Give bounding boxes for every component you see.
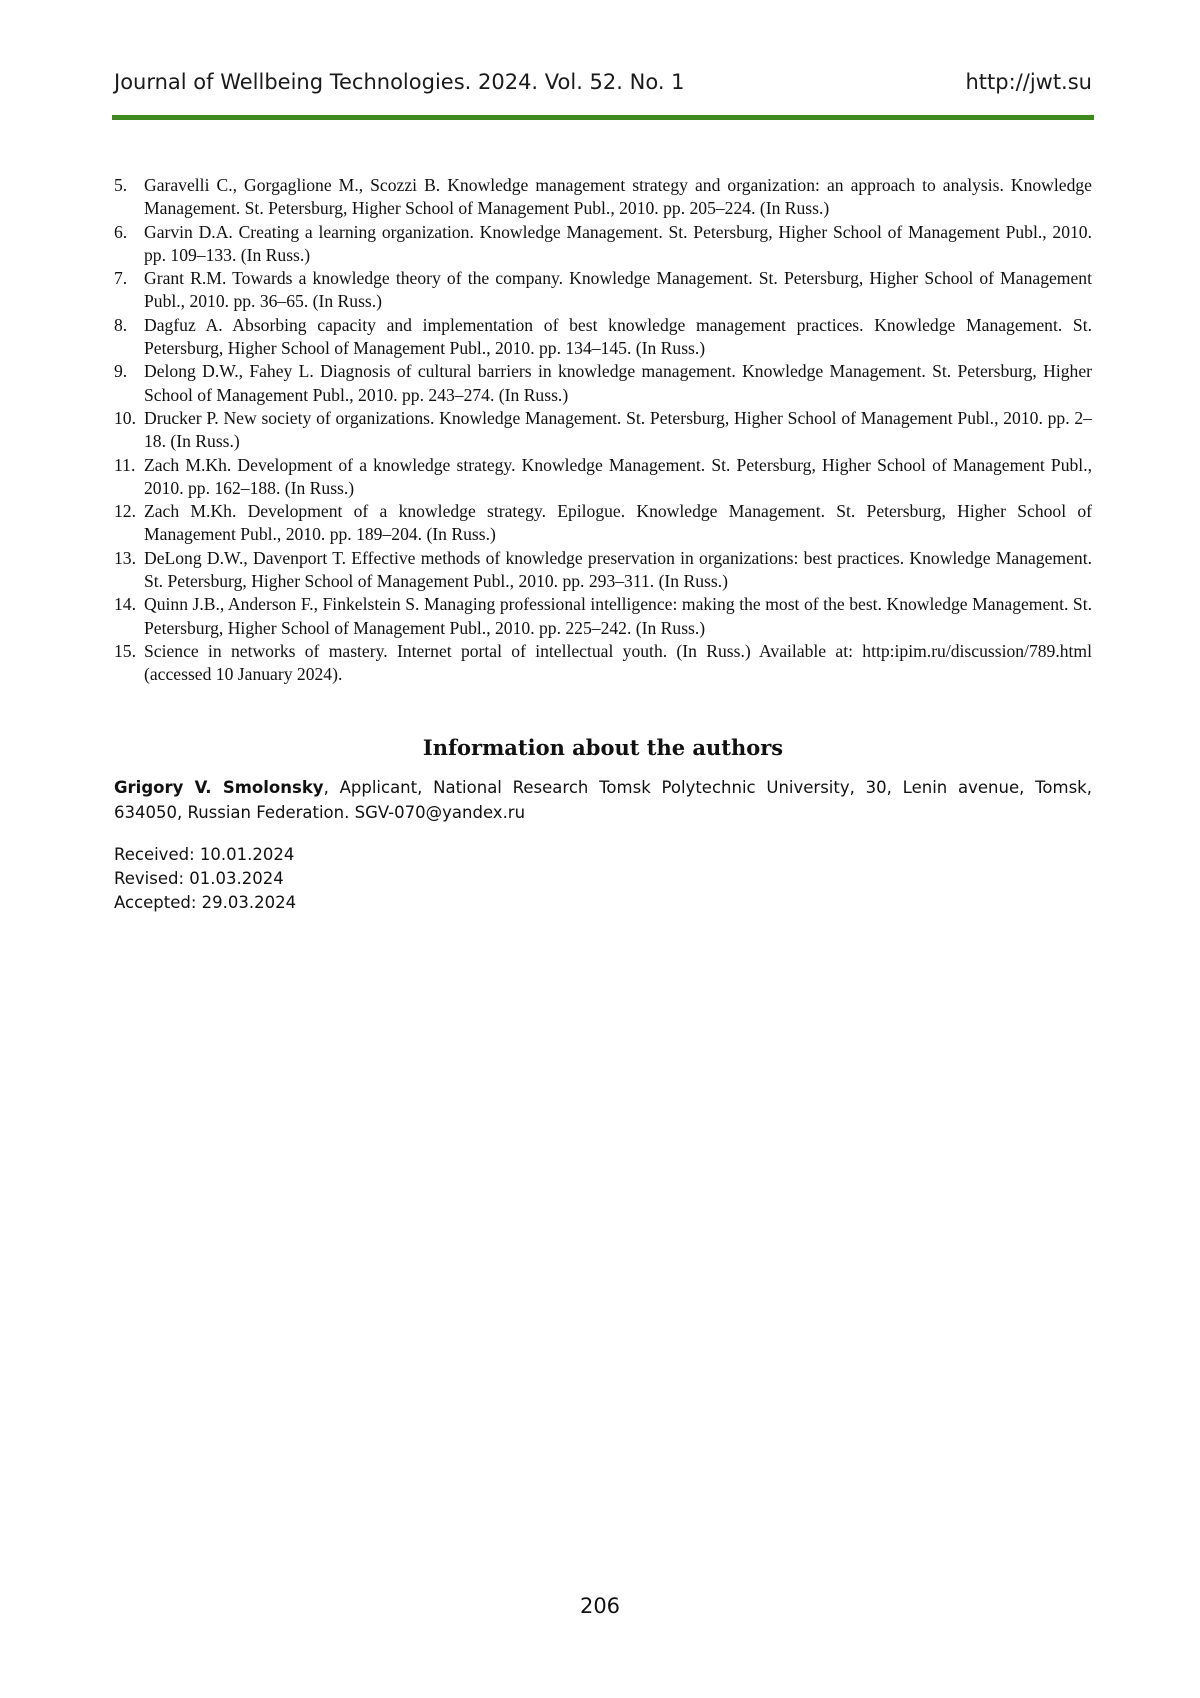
reference-item [114, 360, 1092, 407]
header-rule [112, 115, 1094, 120]
reference-item [114, 221, 1092, 268]
reference-text: Science in networks of mastery. Internet portal of intellectual youth. (In Russ.) Available at: http:ipim.ru/discussion/789.html (accessed 10 January 2024). [144, 640, 1092, 687]
reference-text: Delong D.W., Fahey L. Diagnosis of cultural barriers in knowledge management. Knowledge Management. St. Petersburg, Higher School of Management Publ., 2010. pp. 243–274. (In Russ.) [144, 360, 1092, 407]
reference-item [114, 454, 1092, 501]
author-name: Grigory V. Smolonsky [114, 778, 324, 797]
reference-text: Quinn J.B., Anderson F., Finkelstein S. Managing professional intelligence: making the most of the best. Knowledge Management. St. Petersburg, Higher School of Management Publ., 2010. pp. 225–242. (In Russ.) [144, 593, 1092, 640]
revised-date: Revised: 01.03.2024 [114, 867, 296, 891]
running-header [114, 70, 1092, 94]
article-dates [114, 843, 296, 915]
accepted-date: Accepted: 29.03.2024 [114, 891, 296, 915]
reference-text: Dagfuz A. Absorbing capacity and implementation of best knowledge management practices. Knowledge Management. St. Petersburg, Higher School of Management Publ., 2010. pp. 134–145. (In Russ.) [144, 314, 1092, 361]
reference-number: 12. [114, 500, 144, 547]
reference-item [114, 267, 1092, 314]
reference-number: 10. [114, 407, 144, 454]
reference-text: Zach M.Kh. Development of a knowledge strategy. Knowledge Management. St. Petersburg, Higher School of Management Publ., 2010. pp. 162–188. (In Russ.) [144, 454, 1092, 501]
reference-text: Garvin D.A. Creating a learning organization. Knowledge Management. St. Petersburg, Higher School of Management Publ., 2010. pp. 109–133. (In Russ.) [144, 221, 1092, 268]
reference-number: 14. [114, 593, 144, 640]
reference-number: 5. [114, 174, 144, 221]
reference-item [114, 174, 1092, 221]
reference-text: Drucker P. New society of organizations. Knowledge Management. St. Petersburg, Higher School of Management Publ., 2010. pp. 2–18. (In Russ.) [144, 407, 1092, 454]
reference-item [114, 593, 1092, 640]
reference-text: Garavelli C., Gorgaglione M., Scozzi B. Knowledge management strategy and organization: an approach to analysis. Knowledge Management. St. Petersburg, Higher School of Management Publ., 2010. pp. 205–224. (In Russ.) [144, 174, 1092, 221]
reference-number: 8. [114, 314, 144, 361]
reference-text: DeLong D.W., Davenport T. Effective methods of knowledge preservation in organizations: best practices. Knowledge Management. St. Petersburg, Higher School of Management Publ., 2010. pp. 293–311. (In Russ.) [144, 547, 1092, 594]
reference-number: 6. [114, 221, 144, 268]
reference-number: 15. [114, 640, 144, 687]
authors-section-title: Information about the authors [114, 735, 1092, 760]
reference-number: 7. [114, 267, 144, 314]
reference-number: 11. [114, 454, 144, 501]
reference-item [114, 640, 1092, 687]
reference-item [114, 547, 1092, 594]
page-number: 206 [0, 1594, 1200, 1618]
author-details: , Applicant, National Research Tomsk Polytechnic University, 30, Lenin avenue, Tomsk, 634050, Russian Federation. SGV-070@yandex.ru [114, 778, 1092, 822]
reference-item [114, 407, 1092, 454]
received-date: Received: 10.01.2024 [114, 843, 296, 867]
reference-text: Grant R.M. Towards a knowledge theory of the company. Knowledge Management. St. Petersburg, Higher School of Management Publ., 2010. pp. 36–65. (In Russ.) [144, 267, 1092, 314]
reference-item [114, 314, 1092, 361]
journal-url[interactable]: http://jwt.su [965, 70, 1092, 94]
reference-list [114, 174, 1092, 687]
reference-item [114, 500, 1092, 547]
reference-number: 9. [114, 360, 144, 407]
journal-title: Journal of Wellbeing Technologies. 2024. Vol. 52. No. 1 [114, 70, 685, 94]
author-info [114, 775, 1092, 825]
reference-number: 13. [114, 547, 144, 594]
reference-text: Zach M.Kh. Development of a knowledge strategy. Epilogue. Knowledge Management. St. Petersburg, Higher School of Management Publ., 2010. pp. 189–204. (In Russ.) [144, 500, 1092, 547]
